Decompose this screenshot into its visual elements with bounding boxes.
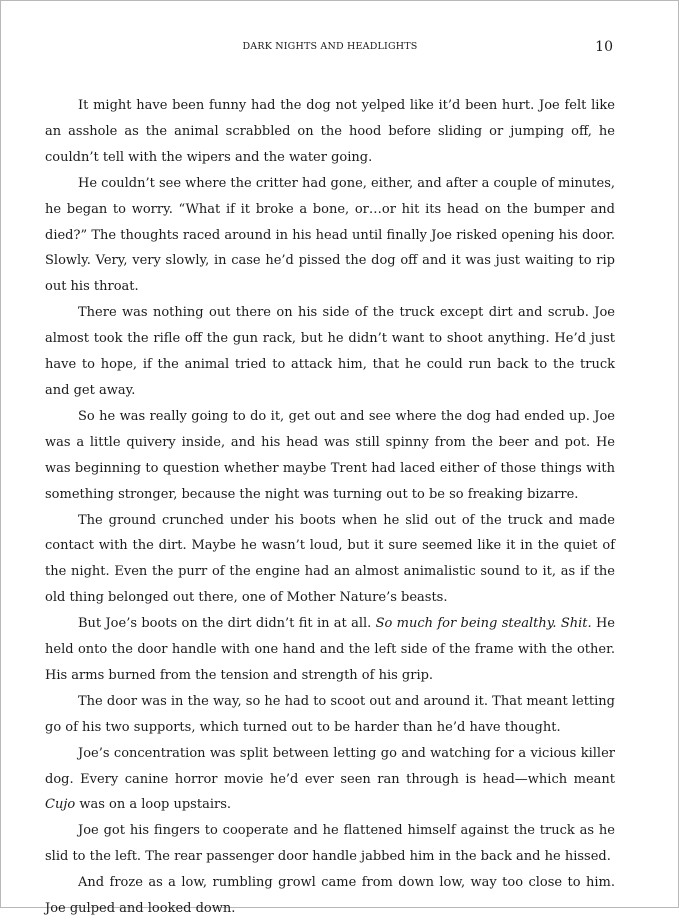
paragraph bbox=[45, 870, 615, 922]
paragraph bbox=[45, 93, 615, 171]
text-run: But Joe’s boots on the dirt didn’t fit in at all. bbox=[78, 616, 376, 632]
text-run: And froze as a low, rumbling growl came from down low, way too close to him. Joe gulped and looked down. bbox=[45, 875, 615, 917]
paragraph bbox=[45, 818, 615, 870]
text-run: There was nothing out there on his side of the truck except dirt and scrub. Joe almost took the rifle off the gun rack, but he didn’t want to shoot anything. He’d just have to hope, if the animal tried to attack him, that he could run back to the truck and get away. bbox=[45, 305, 615, 398]
paragraph bbox=[45, 611, 615, 689]
italic-text-run: Cujo bbox=[45, 797, 76, 813]
running-header bbox=[45, 39, 615, 59]
page-number: 10 bbox=[595, 39, 613, 55]
paragraph bbox=[45, 404, 615, 508]
text-run: was on a loop upstairs. bbox=[75, 797, 231, 813]
paragraph bbox=[45, 300, 615, 404]
text-run: Joe got his fingers to cooperate and he flattened himself against the truck as he slid to the left. The rear passenger door handle jabbed him in the back and he hissed. bbox=[45, 823, 615, 865]
paragraph bbox=[45, 508, 615, 612]
paragraph bbox=[45, 689, 615, 741]
paragraph bbox=[45, 741, 615, 819]
text-run: The ground crunched under his boots when he slid out of the truck and made contact with the dirt. Maybe he wasn’t loud, but it sure seemed like it in the quiet of the night. Even the purr of the engine had an almost animalistic sound to it, as if the old thing belonged out there, one of Mother Nature’s beasts. bbox=[45, 512, 615, 606]
body-text bbox=[45, 93, 615, 922]
text-run: Joe’s concentration was split between letting go and watching for a vicious killer dog. Every canine horror movie he’d ever seen ran through is head—which meant bbox=[45, 745, 615, 787]
italic-text-run: So much for being stealthy. Shit. bbox=[375, 616, 592, 632]
text-run: He couldn’t see where the critter had gone, either, and after a couple of minutes, he began to worry. “What if it broke a bone, or…or hit its head on the bumper and died?” The thoughts raced around in his head until finally Joe risked opening his door. Slowly. Very, very slowly, in case he’d pissed the dog off and it was just waiting to rip out his throat. bbox=[45, 175, 616, 295]
text-run: The door was in the way, so he had to scoot out and around it. That meant letting go of his two supports, which turned out to be harder than he’d have thought. bbox=[45, 693, 615, 735]
text-run: So he was really going to do it, get out and see where the dog had ended up. Joe was a little quivery inside, and his head was still spinny from the beer and pot. He was beginning to question whether maybe Trent had laced either of those things with something stronger, because the night was turning out to be so freaking bizarre. bbox=[45, 408, 615, 502]
paragraph bbox=[45, 171, 615, 301]
text-run: It might have been funny had the dog not yelped like it’d been hurt. Joe felt like an asshole as the animal scrabbled on the hood before sliding or jumping off, he couldn’t tell with the wipers and the water going. bbox=[45, 98, 615, 165]
running-title: DARK NIGHTS AND HEADLIGHTS bbox=[242, 41, 418, 52]
text-run: He held onto the door handle with one hand and the left side of the frame with the other. His arms burned from the tension and strength of his grip. bbox=[45, 616, 616, 683]
